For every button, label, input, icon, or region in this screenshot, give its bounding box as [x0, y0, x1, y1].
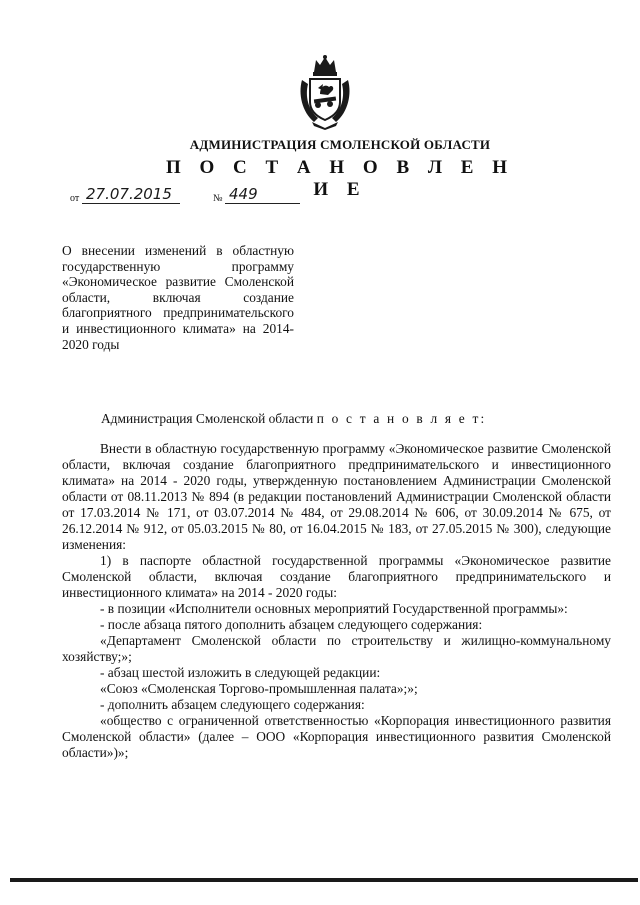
- body-paragraph: - в позиции «Исполнители основных мероприятий Государственной программы»:: [100, 601, 568, 616]
- document-number: 449: [229, 185, 258, 203]
- document-date: 27.07.2015: [86, 185, 172, 203]
- document-reference: [70, 186, 310, 206]
- number-underline: [225, 203, 300, 204]
- document-subject: О внесении изменений в областную государственную программу «Экономическое развитие Смоленской области, включая создание благоприятного предпринимательского и инвестиционного климата» на 2014-2020 годы: [62, 243, 294, 352]
- date-underline: [82, 203, 180, 204]
- smolensk-coat-of-arms-icon: [296, 54, 354, 130]
- page-bottom-rule: [10, 878, 638, 882]
- organization-title: АДМИНИСТРАЦИЯ СМОЛЕНСКОЙ ОБЛАСТИ: [189, 137, 491, 152]
- preamble: [101, 411, 486, 427]
- body-paragraph: Внести в областную государственную программу «Экономическое развитие Смоленской области, включая создание благоприятного предпринимательского и инвестиционного климата» на 2014 - 2020 годы, утвержденную постановлением Администрации Смоленской области от 08.11.2013 № 894 (в редакции постановлений Администрации Смоленской области от 17.03.2014 № 171, от 03.07.2014 № 484, от 29.08.2014 № 606, от 30.09.2014 № 675, от 26.12.2014 № 912, от 05.03.2015 № 80, от 16.04.2015 № 183, от 27.05.2015 № 300), следующие изменения:: [62, 441, 611, 552]
- body-paragraph: - абзац шестой изложить в следующей редакции:: [100, 665, 381, 680]
- preamble-text: Администрация Смоленской области: [101, 411, 317, 426]
- number-prefix: №: [213, 193, 223, 204]
- document-type-title: П О С Т А Н О В Л Е Н И Е: [165, 157, 514, 200]
- body-paragraph: 1) в паспорте областной государственной программы «Экономическое развитие Смоленской области, включая создание благоприятного предпринимательского и инвестиционного климата» на 2014 - 2020 годы:: [62, 553, 611, 600]
- body-paragraph: «общество с ограниченной ответственностью «Корпорация инвестиционного развития Смоленской области» (далее – ООО «Корпорация инвестиционного развития Смоленской области»)»;: [62, 713, 611, 760]
- date-prefix: от: [70, 193, 80, 204]
- document-body: [62, 441, 611, 761]
- preamble-resolves: п о с т а н о в л я е т:: [316, 411, 487, 426]
- body-paragraph: - после абзаца пятого дополнить абзацем следующего содержания:: [100, 617, 483, 632]
- body-paragraph: - дополнить абзацем следующего содержания:: [100, 697, 365, 712]
- body-paragraph: «Департамент Смоленской области по строительству и жилищно-коммунальному хозяйству;»;: [62, 633, 611, 664]
- body-paragraph: «Союз «Смоленская Торгово-промышленная палата»;»;: [100, 681, 418, 696]
